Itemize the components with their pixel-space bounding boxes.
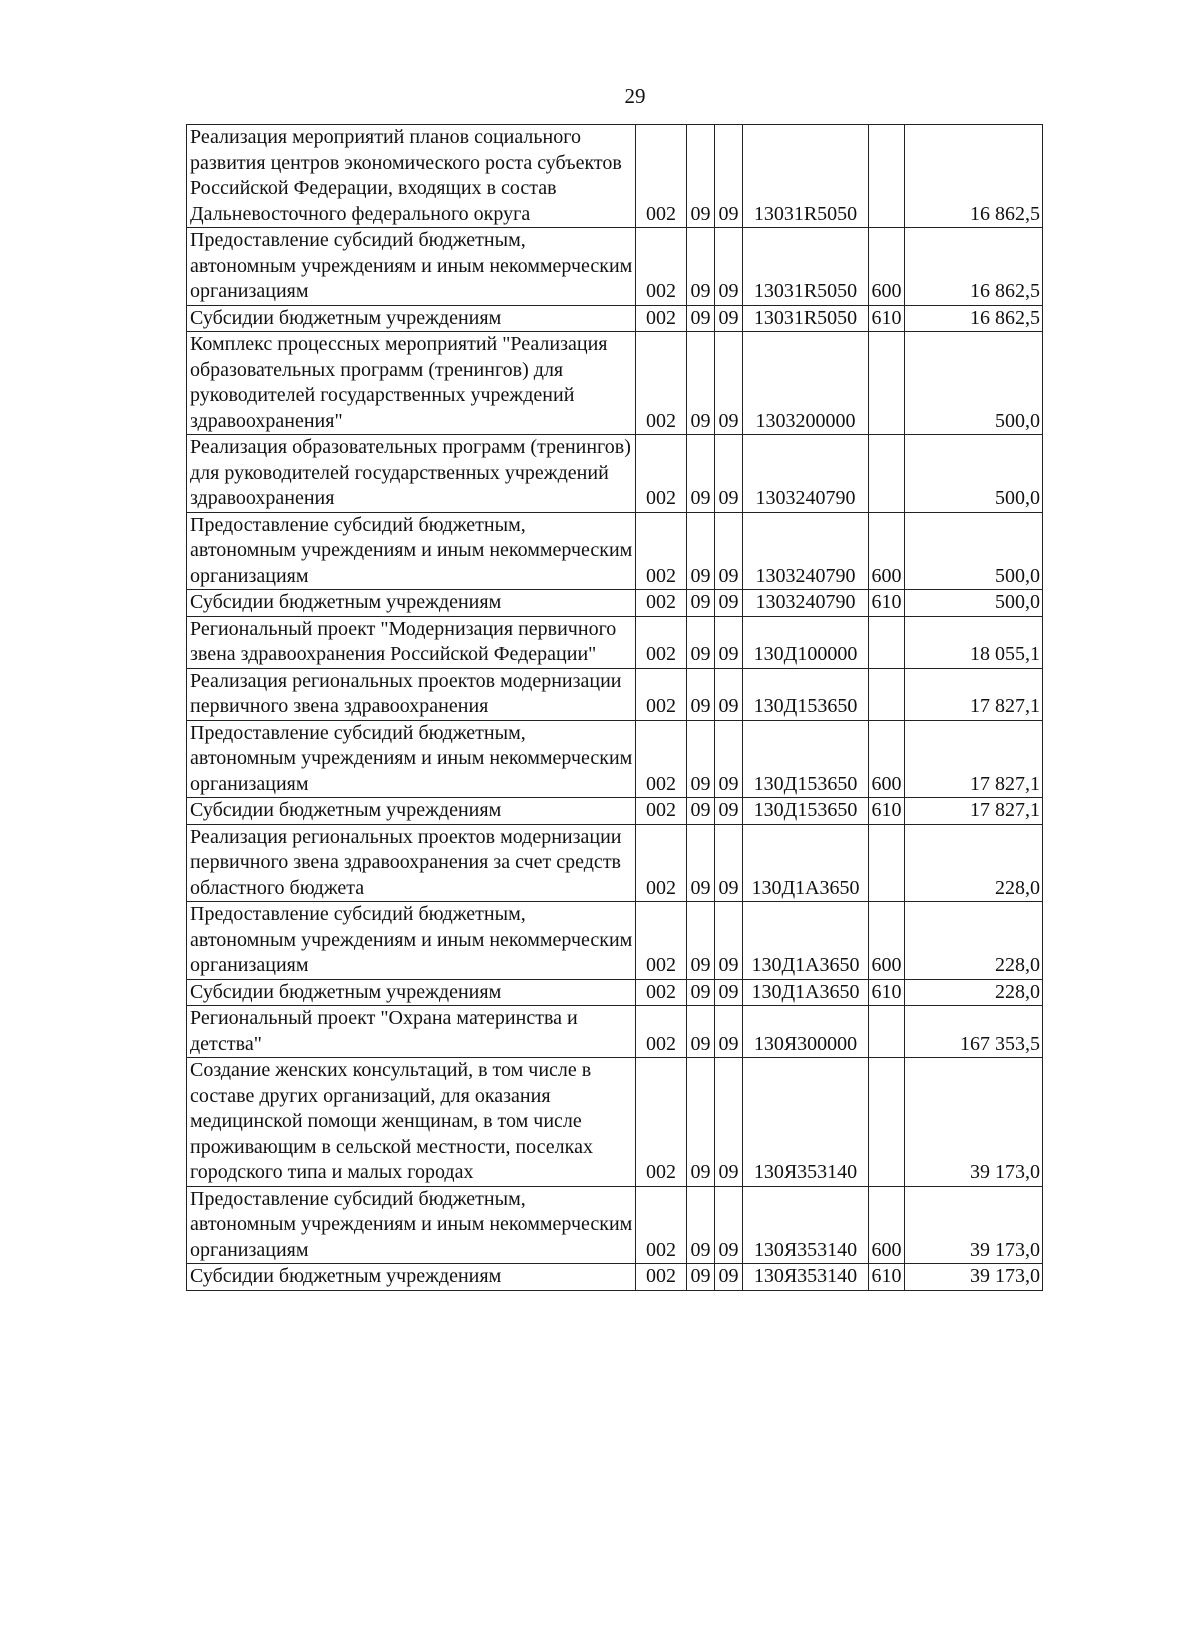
table-row — [187, 824, 1043, 902]
row-expense-type — [869, 332, 905, 435]
row-amount: 500,0 — [905, 512, 1043, 590]
row-amount: 500,0 — [905, 435, 1043, 513]
row-subsection-code: 09 — [715, 1264, 743, 1291]
row-expense-type: 600 — [869, 902, 905, 980]
row-amount: 17 827,1 — [905, 720, 1043, 798]
row-name: Предоставление субсидий бюджетным, автономным учреждениям и иным некоммерческим организациям — [187, 512, 636, 590]
row-name: Комплекс процессных мероприятий "Реализация образовательных программ (тренингов) для руководителей государственных учреждений здравоохранения" — [187, 332, 636, 435]
table-row — [187, 305, 1043, 332]
row-ved-code: 002 — [636, 616, 687, 668]
row-ved-code: 002 — [636, 590, 687, 617]
row-name: Создание женских консультаций, в том числе в составе других организаций, для оказания медицинской помощи женщинам, в том числе проживающим в сельской местности, поселках городского типа и малых городах — [187, 1058, 636, 1187]
row-target-article: 1303240790 — [743, 512, 869, 590]
table-row — [187, 668, 1043, 720]
row-name: Субсидии бюджетным учреждениям — [187, 979, 636, 1006]
row-target-article: 130Я300000 — [743, 1006, 869, 1058]
row-ved-code: 002 — [636, 668, 687, 720]
table-row — [187, 798, 1043, 825]
row-subsection-code: 09 — [715, 590, 743, 617]
row-section-code: 09 — [687, 125, 715, 228]
row-target-article: 1303200000 — [743, 332, 869, 435]
row-ved-code: 002 — [636, 125, 687, 228]
row-subsection-code: 09 — [715, 668, 743, 720]
row-target-article: 1303240790 — [743, 590, 869, 617]
row-subsection-code: 09 — [715, 979, 743, 1006]
row-expense-type — [869, 616, 905, 668]
row-name: Предоставление субсидий бюджетным, автономным учреждениям и иным некоммерческим организациям — [187, 720, 636, 798]
row-target-article: 130Д153650 — [743, 798, 869, 825]
row-ved-code: 002 — [636, 798, 687, 825]
row-section-code: 09 — [687, 1058, 715, 1187]
row-target-article: 130Я353140 — [743, 1186, 869, 1264]
row-ved-code: 002 — [636, 305, 687, 332]
table-row — [187, 1058, 1043, 1187]
row-section-code: 09 — [687, 668, 715, 720]
row-section-code: 09 — [687, 902, 715, 980]
row-section-code: 09 — [687, 228, 715, 306]
row-name: Субсидии бюджетным учреждениям — [187, 798, 636, 825]
row-amount: 16 862,5 — [905, 228, 1043, 306]
row-expense-type: 610 — [869, 1264, 905, 1291]
row-expense-type: 600 — [869, 228, 905, 306]
row-subsection-code: 09 — [715, 125, 743, 228]
row-subsection-code: 09 — [715, 616, 743, 668]
row-section-code: 09 — [687, 824, 715, 902]
row-expense-type — [869, 125, 905, 228]
row-ved-code: 002 — [636, 1186, 687, 1264]
row-name: Региональный проект "Модернизация первичного звена здравоохранения Российской Федерации" — [187, 616, 636, 668]
row-section-code: 09 — [687, 798, 715, 825]
row-section-code: 09 — [687, 1186, 715, 1264]
row-name: Реализация мероприятий планов социального развития центров экономического роста субъектов Российской Федерации, входящих в состав Дальневосточного федерального округа — [187, 125, 636, 228]
row-amount: 500,0 — [905, 332, 1043, 435]
row-amount: 39 173,0 — [905, 1058, 1043, 1187]
row-target-article: 1303240790 — [743, 435, 869, 513]
row-target-article: 130Д1А3650 — [743, 902, 869, 980]
row-subsection-code: 09 — [715, 435, 743, 513]
row-amount: 17 827,1 — [905, 798, 1043, 825]
table-row — [187, 1264, 1043, 1291]
row-amount: 167 353,5 — [905, 1006, 1043, 1058]
row-target-article: 130Д1А3650 — [743, 824, 869, 902]
row-expense-type: 610 — [869, 590, 905, 617]
row-ved-code: 002 — [636, 979, 687, 1006]
row-ved-code: 002 — [636, 228, 687, 306]
row-name: Предоставление субсидий бюджетным, автономным учреждениям и иным некоммерческим организациям — [187, 1186, 636, 1264]
row-name: Субсидии бюджетным учреждениям — [187, 590, 636, 617]
row-expense-type — [869, 824, 905, 902]
row-ved-code: 002 — [636, 1006, 687, 1058]
row-target-article: 13031R5050 — [743, 125, 869, 228]
row-amount: 228,0 — [905, 902, 1043, 980]
row-amount: 17 827,1 — [905, 668, 1043, 720]
row-subsection-code: 09 — [715, 824, 743, 902]
row-ved-code: 002 — [636, 720, 687, 798]
row-target-article: 130Д100000 — [743, 616, 869, 668]
row-ved-code: 002 — [636, 512, 687, 590]
table-row — [187, 435, 1043, 513]
row-section-code: 09 — [687, 512, 715, 590]
row-section-code: 09 — [687, 616, 715, 668]
row-subsection-code: 09 — [715, 1058, 743, 1187]
row-amount: 228,0 — [905, 824, 1043, 902]
row-target-article: 13031R5050 — [743, 305, 869, 332]
row-ved-code: 002 — [636, 902, 687, 980]
row-expense-type: 610 — [869, 305, 905, 332]
budget-table — [186, 124, 1043, 1291]
row-amount: 18 055,1 — [905, 616, 1043, 668]
page-number: 29 — [624, 84, 646, 108]
table-row — [187, 125, 1043, 228]
row-name: Региональный проект "Охрана материнства и детства" — [187, 1006, 636, 1058]
row-section-code: 09 — [687, 332, 715, 435]
row-section-code: 09 — [687, 979, 715, 1006]
table-row — [187, 720, 1043, 798]
row-expense-type — [869, 668, 905, 720]
table-row — [187, 902, 1043, 980]
row-target-article: 130Д1А3650 — [743, 979, 869, 1006]
row-name: Предоставление субсидий бюджетным, автономным учреждениям и иным некоммерческим организациям — [187, 228, 636, 306]
table-row — [187, 512, 1043, 590]
row-ved-code: 002 — [636, 1058, 687, 1187]
row-amount: 39 173,0 — [905, 1264, 1043, 1291]
row-amount: 228,0 — [905, 979, 1043, 1006]
row-section-code: 09 — [687, 435, 715, 513]
table-row — [187, 616, 1043, 668]
table-row — [187, 228, 1043, 306]
row-subsection-code: 09 — [715, 512, 743, 590]
row-name: Реализация региональных проектов модернизации первичного звена здравоохранения за счет средств областного бюджета — [187, 824, 636, 902]
row-expense-type: 600 — [869, 1186, 905, 1264]
row-amount: 500,0 — [905, 590, 1043, 617]
row-subsection-code: 09 — [715, 902, 743, 980]
row-subsection-code: 09 — [715, 1006, 743, 1058]
row-expense-type: 610 — [869, 979, 905, 1006]
row-section-code: 09 — [687, 590, 715, 617]
row-ved-code: 002 — [636, 824, 687, 902]
row-section-code: 09 — [687, 1006, 715, 1058]
row-expense-type — [869, 435, 905, 513]
row-subsection-code: 09 — [715, 1186, 743, 1264]
row-name: Реализация образовательных программ (тренингов) для руководителей государственных учреждений здравоохранения — [187, 435, 636, 513]
table-row — [187, 1186, 1043, 1264]
table-row — [187, 1006, 1043, 1058]
row-subsection-code: 09 — [715, 332, 743, 435]
row-amount: 16 862,5 — [905, 125, 1043, 228]
row-subsection-code: 09 — [715, 798, 743, 825]
row-name: Предоставление субсидий бюджетным, автономным учреждениям и иным некоммерческим организациям — [187, 902, 636, 980]
table-row — [187, 979, 1043, 1006]
row-name: Субсидии бюджетным учреждениям — [187, 305, 636, 332]
row-expense-type: 600 — [869, 720, 905, 798]
table-row — [187, 332, 1043, 435]
row-target-article: 13031R5050 — [743, 228, 869, 306]
row-subsection-code: 09 — [715, 720, 743, 798]
row-section-code: 09 — [687, 720, 715, 798]
row-expense-type — [869, 1058, 905, 1187]
row-amount: 39 173,0 — [905, 1186, 1043, 1264]
row-subsection-code: 09 — [715, 305, 743, 332]
row-expense-type: 610 — [869, 798, 905, 825]
row-ved-code: 002 — [636, 1264, 687, 1291]
row-target-article: 130Д153650 — [743, 720, 869, 798]
table-row — [187, 590, 1043, 617]
row-subsection-code: 09 — [715, 228, 743, 306]
row-section-code: 09 — [687, 305, 715, 332]
row-name: Субсидии бюджетным учреждениям — [187, 1264, 636, 1291]
row-ved-code: 002 — [636, 332, 687, 435]
row-expense-type — [869, 1006, 905, 1058]
row-target-article: 130Я353140 — [743, 1058, 869, 1187]
row-ved-code: 002 — [636, 435, 687, 513]
row-amount: 16 862,5 — [905, 305, 1043, 332]
row-target-article: 130Я353140 — [743, 1264, 869, 1291]
row-section-code: 09 — [687, 1264, 715, 1291]
row-target-article: 130Д153650 — [743, 668, 869, 720]
row-expense-type: 600 — [869, 512, 905, 590]
row-name: Реализация региональных проектов модернизации первичного звена здравоохранения — [187, 668, 636, 720]
